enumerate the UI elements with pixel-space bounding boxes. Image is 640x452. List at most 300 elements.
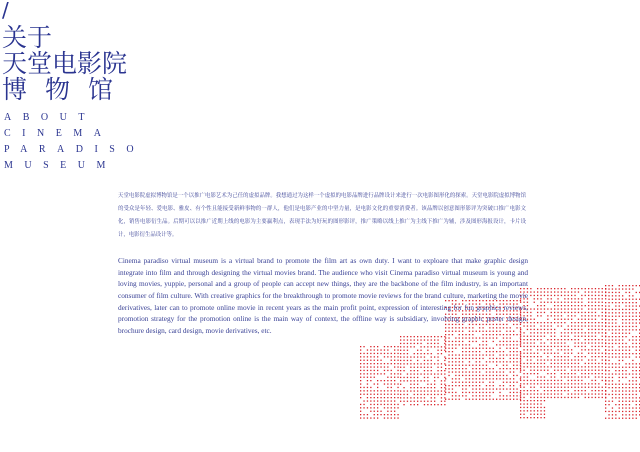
- halftone-dot: [588, 315, 589, 316]
- halftone-dot: [615, 326, 616, 327]
- halftone-dot: [499, 399, 500, 400]
- halftone-dot: [602, 319, 603, 320]
- halftone-dot: [363, 400, 364, 401]
- halftone-dot: [568, 380, 569, 381]
- halftone-dot: [397, 407, 398, 408]
- halftone-dot: [578, 322, 579, 323]
- halftone-dot: [598, 376, 599, 377]
- halftone-dot: [568, 329, 569, 330]
- halftone-dot: [547, 393, 548, 394]
- halftone-dot: [462, 337, 463, 338]
- halftone-dot: [537, 363, 538, 364]
- halftone-dot: [527, 346, 528, 347]
- halftone-dot: [414, 367, 415, 368]
- halftone-dot: [574, 339, 575, 340]
- halftone-dot: [503, 365, 504, 366]
- halftone-dot: [615, 373, 616, 374]
- halftone-dot: [632, 295, 633, 296]
- halftone-dot: [612, 353, 613, 354]
- halftone-dot: [462, 365, 463, 366]
- halftone-dot: [564, 387, 565, 388]
- halftone-dot: [400, 350, 401, 351]
- halftone-dot: [578, 376, 579, 377]
- halftone-dot: [619, 404, 620, 405]
- halftone-dot: [581, 302, 582, 303]
- halftone-dot: [557, 353, 558, 354]
- halftone-dot: [523, 370, 524, 371]
- halftone-dot: [520, 361, 521, 362]
- halftone-dot: [527, 403, 528, 404]
- halftone-dot: [568, 349, 569, 350]
- halftone-dot: [417, 367, 418, 368]
- halftone-dot: [636, 401, 637, 402]
- halftone-dot: [462, 395, 463, 396]
- halftone-dot: [384, 370, 385, 371]
- halftone-dot: [551, 325, 552, 326]
- halftone-dot: [482, 388, 483, 389]
- halftone-dot: [554, 370, 555, 371]
- halftone-dot: [608, 302, 609, 303]
- halftone-dot: [534, 346, 535, 347]
- halftone-dot: [377, 414, 378, 415]
- halftone-dot: [581, 383, 582, 384]
- halftone-dot: [557, 397, 558, 398]
- halftone-dot: [397, 390, 398, 391]
- halftone-dot: [554, 288, 555, 289]
- halftone-dot: [557, 315, 558, 316]
- halftone-dot: [374, 394, 375, 395]
- halftone-dot: [602, 336, 603, 337]
- halftone-dot: [608, 316, 609, 317]
- halftone-dot: [598, 383, 599, 384]
- halftone-dot: [632, 401, 633, 402]
- halftone-dot: [360, 397, 361, 398]
- halftone-dot: [493, 341, 494, 342]
- halftone-dot: [513, 358, 514, 359]
- halftone-dot: [534, 295, 535, 296]
- halftone-dot: [578, 308, 579, 309]
- halftone-dot: [608, 363, 609, 364]
- halftone-dot: [441, 390, 442, 391]
- halftone-dot: [561, 376, 562, 377]
- halftone-dot: [636, 377, 637, 378]
- halftone-dot: [427, 401, 428, 402]
- halftone-dot: [414, 356, 415, 357]
- halftone-dot: [391, 400, 392, 401]
- halftone-dot: [486, 341, 487, 342]
- halftone-dot: [619, 377, 620, 378]
- halftone-dot: [629, 418, 630, 419]
- halftone-dot: [557, 359, 558, 360]
- halftone-dot: [417, 377, 418, 378]
- halftone-dot: [479, 361, 480, 362]
- halftone-dot: [527, 359, 528, 360]
- halftone-dot: [377, 370, 378, 371]
- halftone-dot: [622, 390, 623, 391]
- halftone-dot: [410, 401, 411, 402]
- halftone-dot: [568, 383, 569, 384]
- halftone-dot: [564, 339, 565, 340]
- halftone-dot: [561, 322, 562, 323]
- halftone-dot: [387, 370, 388, 371]
- halftone-dot: [363, 394, 364, 395]
- halftone-dot: [591, 353, 592, 354]
- halftone-dot: [530, 342, 531, 343]
- halftone-dot: [448, 368, 449, 369]
- halftone-dot: [520, 395, 521, 396]
- halftone-dot: [523, 342, 524, 343]
- halftone-dot: [585, 346, 586, 347]
- halftone-dot: [503, 385, 504, 386]
- halftone-dot: [554, 302, 555, 303]
- halftone-dot: [619, 312, 620, 313]
- halftone-dot: [578, 336, 579, 337]
- halftone-dot: [608, 377, 609, 378]
- halftone-dot: [540, 339, 541, 340]
- halftone-dot: [608, 401, 609, 402]
- halftone-dot: [397, 353, 398, 354]
- halftone-dot: [636, 411, 637, 412]
- halftone-dot: [410, 370, 411, 371]
- halftone-dot: [612, 397, 613, 398]
- halftone-dot: [360, 353, 361, 354]
- halftone-dot: [424, 370, 425, 371]
- halftone-dot: [387, 390, 388, 391]
- halftone-dot: [431, 404, 432, 405]
- halftone-dot: [629, 353, 630, 354]
- halftone-dot: [554, 339, 555, 340]
- halftone-dot: [513, 385, 514, 386]
- halftone-dot: [544, 380, 545, 381]
- halftone-dot: [540, 380, 541, 381]
- halftone-dot: [544, 322, 545, 323]
- halftone-dot: [629, 373, 630, 374]
- halftone-dot: [472, 395, 473, 396]
- halftone-dot: [527, 356, 528, 357]
- halftone-dot: [564, 295, 565, 296]
- halftone-dot: [561, 393, 562, 394]
- halftone-dot: [391, 346, 392, 347]
- halftone-dot: [410, 360, 411, 361]
- halftone-dot: [363, 414, 364, 415]
- halftone-dot: [486, 371, 487, 372]
- halftone-dot: [367, 417, 368, 418]
- halftone-dot: [598, 291, 599, 292]
- halftone-dot: [619, 407, 620, 408]
- halftone-dot: [540, 400, 541, 401]
- halftone-dot: [540, 346, 541, 347]
- halftone-dot: [462, 375, 463, 376]
- halftone-dot: [557, 363, 558, 364]
- halftone-dot: [612, 302, 613, 303]
- halftone-dot: [595, 308, 596, 309]
- halftone-dot: [384, 400, 385, 401]
- halftone-dot: [636, 292, 637, 293]
- halftone-dot: [469, 358, 470, 359]
- halftone-dot: [459, 378, 460, 379]
- halftone-dot: [455, 365, 456, 366]
- halftone-dot: [585, 339, 586, 340]
- halftone-dot: [363, 387, 364, 388]
- halftone-dot: [482, 368, 483, 369]
- halftone-dot: [554, 305, 555, 306]
- halftone-dot: [534, 407, 535, 408]
- halftone-dot: [407, 394, 408, 395]
- halftone-dot: [544, 363, 545, 364]
- halftone-dot: [540, 312, 541, 313]
- halftone-dot: [431, 394, 432, 395]
- halftone-dot: [441, 373, 442, 374]
- halftone-dot: [568, 373, 569, 374]
- halftone-dot: [523, 397, 524, 398]
- halftone-dot: [561, 387, 562, 388]
- halftone-dot: [619, 387, 620, 388]
- halftone-dot: [403, 360, 404, 361]
- halftone-dot: [561, 383, 562, 384]
- halftone-dot: [537, 298, 538, 299]
- halftone-dot: [602, 291, 603, 292]
- halftone-dot: [595, 298, 596, 299]
- halftone-dot: [452, 388, 453, 389]
- halftone-dot: [622, 411, 623, 412]
- halftone-dot: [537, 288, 538, 289]
- halftone-dot: [534, 319, 535, 320]
- halftone-dot: [424, 346, 425, 347]
- halftone-dot: [527, 339, 528, 340]
- halftone-dot: [510, 361, 511, 362]
- halftone-dot: [374, 370, 375, 371]
- halftone-dot: [581, 312, 582, 313]
- halftone-dot: [578, 359, 579, 360]
- halftone-dot: [625, 394, 626, 395]
- halftone-dot: [434, 390, 435, 391]
- halftone-dot: [551, 383, 552, 384]
- halftone-dot: [523, 366, 524, 367]
- halftone-dot: [625, 329, 626, 330]
- halftone-dot: [441, 380, 442, 381]
- halftone-dot: [486, 354, 487, 355]
- halftone-dot: [602, 302, 603, 303]
- halftone-dot: [506, 395, 507, 396]
- halftone-dot: [534, 387, 535, 388]
- halftone-dot: [472, 337, 473, 338]
- halftone-dot: [424, 356, 425, 357]
- halftone-dot: [394, 400, 395, 401]
- halftone-dot: [574, 322, 575, 323]
- halftone-dot: [503, 395, 504, 396]
- halftone-dot: [619, 329, 620, 330]
- halftone-dot: [557, 387, 558, 388]
- halftone-dot: [608, 292, 609, 293]
- halftone-dot: [363, 370, 364, 371]
- halftone-dot: [403, 404, 404, 405]
- halftone-dot: [520, 339, 521, 340]
- halftone-dot: [530, 288, 531, 289]
- halftone-dot: [602, 312, 603, 313]
- halftone-dot: [625, 336, 626, 337]
- halftone-dot: [574, 393, 575, 394]
- halftone-dot: [598, 305, 599, 306]
- halftone-dot: [370, 394, 371, 395]
- halftone-dot: [605, 387, 606, 388]
- halftone-dot: [455, 368, 456, 369]
- halftone-dot: [437, 360, 438, 361]
- halftone-dot: [591, 393, 592, 394]
- halftone-dot: [612, 288, 613, 289]
- halftone-dot: [595, 349, 596, 350]
- halftone-dot: [407, 356, 408, 357]
- halftone-dot: [571, 305, 572, 306]
- halftone-dot: [619, 288, 620, 289]
- halftone-dot: [540, 383, 541, 384]
- halftone-dot: [403, 387, 404, 388]
- halftone-dot: [420, 353, 421, 354]
- halftone-dot: [625, 353, 626, 354]
- halftone-dot: [380, 373, 381, 374]
- halftone-dot: [437, 353, 438, 354]
- halftone-dot: [407, 353, 408, 354]
- halftone-dot: [544, 393, 545, 394]
- halftone-dot: [547, 373, 548, 374]
- halftone-dot: [544, 400, 545, 401]
- halftone-dot: [605, 343, 606, 344]
- halftone-dot: [598, 393, 599, 394]
- halftone-dot: [479, 371, 480, 372]
- halftone-dot: [417, 401, 418, 402]
- halftone-dot: [520, 346, 521, 347]
- halftone-dot: [444, 339, 445, 340]
- halftone-dot: [622, 316, 623, 317]
- halftone-dot: [391, 411, 392, 412]
- halftone-dot: [561, 302, 562, 303]
- halftone-dot: [387, 387, 388, 388]
- halftone-dot: [530, 390, 531, 391]
- halftone-dot: [571, 397, 572, 398]
- halftone-dot: [564, 336, 565, 337]
- halftone-dot: [612, 401, 613, 402]
- halftone-dot: [363, 360, 364, 361]
- halftone-dot: [632, 299, 633, 300]
- halftone-dot: [629, 288, 630, 289]
- halftone-dot: [568, 397, 569, 398]
- halftone-dot: [520, 358, 521, 359]
- halftone-dot: [367, 349, 368, 350]
- halftone-dot: [520, 363, 521, 364]
- halftone-dot: [564, 332, 565, 333]
- halftone-dot: [554, 329, 555, 330]
- halftone-dot: [561, 315, 562, 316]
- halftone-dot: [574, 373, 575, 374]
- halftone-dot: [506, 354, 507, 355]
- halftone-dot: [629, 333, 630, 334]
- halftone-dot: [380, 397, 381, 398]
- halftone-dot: [444, 387, 445, 388]
- halftone-dot: [619, 346, 620, 347]
- halftone-dot: [360, 383, 361, 384]
- halftone-dot: [530, 400, 531, 401]
- halftone-dot: [384, 404, 385, 405]
- halftone-dot: [476, 371, 477, 372]
- halftone-dot: [420, 339, 421, 340]
- halftone-dot: [636, 380, 637, 381]
- halftone-dot: [598, 349, 599, 350]
- halftone-dot: [585, 288, 586, 289]
- halftone-dot: [391, 394, 392, 395]
- halftone-dot: [605, 370, 606, 371]
- halftone-dot: [489, 361, 490, 362]
- halftone-dot: [527, 342, 528, 343]
- halftone-dot: [544, 325, 545, 326]
- halftone-dot: [489, 371, 490, 372]
- halftone-dot: [636, 390, 637, 391]
- halftone-dot: [534, 400, 535, 401]
- halftone-dot: [437, 370, 438, 371]
- halftone-dot: [625, 390, 626, 391]
- halftone-dot: [612, 394, 613, 395]
- halftone-dot: [493, 351, 494, 352]
- halftone-dot: [424, 373, 425, 374]
- halftone-dot: [360, 417, 361, 418]
- halftone-dot: [551, 308, 552, 309]
- halftone-dot: [544, 376, 545, 377]
- halftone-dot: [499, 368, 500, 369]
- halftone-dot: [591, 363, 592, 364]
- halftone-dot: [462, 382, 463, 383]
- halftone-dot: [632, 370, 633, 371]
- halftone-dot: [476, 337, 477, 338]
- halftone-dot: [625, 407, 626, 408]
- halftone-dot: [629, 387, 630, 388]
- halftone-dot: [424, 380, 425, 381]
- halftone-dot: [557, 319, 558, 320]
- halftone-dot: [530, 295, 531, 296]
- halftone-dot: [557, 349, 558, 350]
- halftone-dot: [581, 359, 582, 360]
- halftone-dot: [622, 302, 623, 303]
- halftone-dot: [598, 363, 599, 364]
- halftone-dot: [534, 353, 535, 354]
- halftone-dot: [476, 385, 477, 386]
- halftone-dot: [445, 385, 446, 386]
- halftone-dot: [595, 305, 596, 306]
- halftone-dot: [622, 404, 623, 405]
- halftone-dot: [619, 394, 620, 395]
- halftone-dot: [476, 341, 477, 342]
- halftone-dot: [377, 383, 378, 384]
- halftone-dot: [636, 418, 637, 419]
- halftone-dot: [499, 358, 500, 359]
- halftone-dot: [544, 407, 545, 408]
- halftone-dot: [403, 380, 404, 381]
- halftone-dot: [574, 359, 575, 360]
- halftone-dot: [595, 319, 596, 320]
- halftone-dot: [403, 343, 404, 344]
- halftone-dot: [380, 394, 381, 395]
- halftone-dot: [444, 397, 445, 398]
- halftone-dot: [588, 353, 589, 354]
- halftone-dot: [605, 390, 606, 391]
- halftone-dot: [632, 394, 633, 395]
- halftone-dot: [564, 342, 565, 343]
- halftone-dot: [547, 397, 548, 398]
- halftone-dot: [534, 342, 535, 343]
- halftone-dot: [602, 308, 603, 309]
- halftone-dot: [437, 339, 438, 340]
- halftone-dot: [595, 342, 596, 343]
- halftone-dot: [585, 295, 586, 296]
- halftone-dot: [591, 336, 592, 337]
- halftone-dot: [625, 411, 626, 412]
